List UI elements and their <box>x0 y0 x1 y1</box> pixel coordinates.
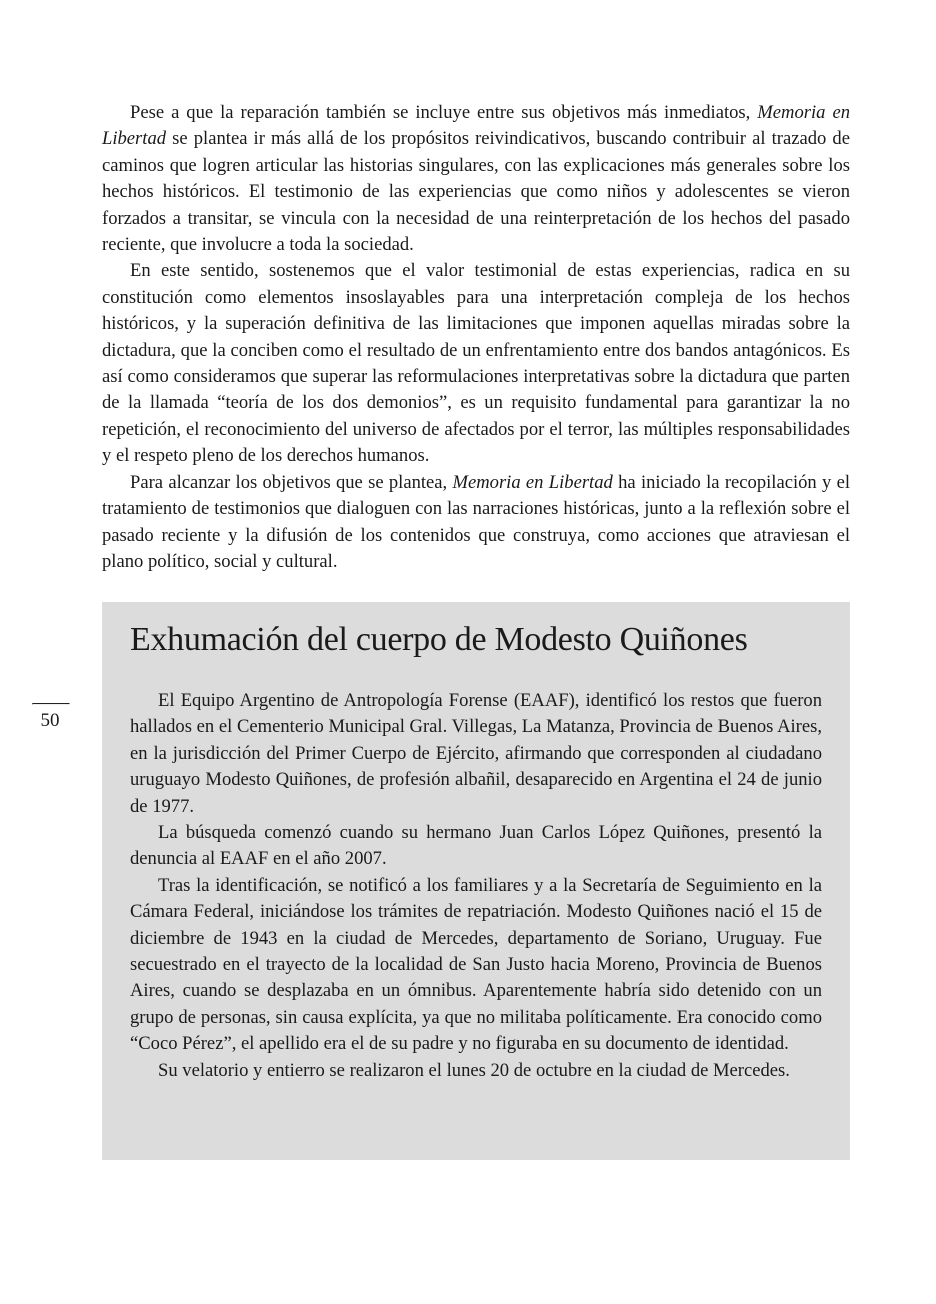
paragraph-1-start: Pese a que la reparación también se incluye entre sus objetivos más inmediatos, <box>130 102 758 123</box>
paragraph-1-end: se plantea ir más allá de los propósitos reivindicativos, buscando contribuir al trazado de caminos que logren articular las historias singulares, con las explicaciones más generales sobre los hechos históricos. El testimonio de las experiencias que como niños y adolescentes se vieron forzados a transitar, se vincula con la necesidad de una reinterpretación de los hechos del pasado reciente, que involucre a toda la sociedad. <box>102 128 850 256</box>
page-number-rule <box>32 703 70 705</box>
sidebar-title: Exhumación del cuerpo de Modesto Quiñones <box>130 621 748 658</box>
paragraph-2: En este sentido, sostenemos que el valor testimonial de estas experiencias, radica en su constitución como elementos insoslayables para una interpretación compleja de los hechos históricos, y la superación definitiva de las limitaciones que imponen aquellas miradas sobre la dictadura, que la conciben como el resultado de un enfrentamiento entre dos bandos antagónicos. Es así como consideramos que superar las reformulaciones interpretativas sobre la dictadura que parten de la llamada “teoría de los dos demonios”, es un requisito fundamental para garantizar la no repetición, el reconocimiento del universo de afectados por el terror, las múltiples responsabilidades y el respeto pleno de los derechos humanos. <box>102 260 850 467</box>
sidebar-paragraph: Su velatorio y entierro se realizaron el lunes 20 de octubre en la ciudad de Mercedes. <box>158 1059 790 1081</box>
main-text <box>102 100 850 575</box>
sidebar-body <box>130 688 822 1084</box>
sidebar-paragraph: La búsqueda comenzó cuando su hermano Juan Carlos López Quiñones, presentó la denuncia al EAAF en el año 2007. <box>130 822 822 870</box>
publication-title-italic: Memoria en Libertad <box>102 102 850 150</box>
sidebar-box <box>102 602 850 1160</box>
sidebar-paragraph: El Equipo Argentino de Antropología Forense (EAAF), identificó los restos que fueron hallados en el Cementerio Municipal Gral. Villegas, La Matanza, Provincia de Buenos Aires, en la jurisdicción del Primer Cuerpo de Ejército, afirmando que corresponden al ciudadano uruguayo Modesto Quiñones, de profesión albañil, desaparecido en Argentina el 24 de junio de 1977. <box>130 690 822 817</box>
paragraph-3-end: ha iniciado la recopilación y el tratamiento de testimonios que dialoguen con las narraciones históricas, junto a la reflexión sobre el pasado reciente y la difusión de los contenidos que construya, como acciones que atraviesan el plano político, social y cultural. <box>102 471 850 572</box>
sidebar-paragraph: Tras la identificación, se notificó a los familiares y a la Secretaría de Seguimiento en la Cámara Federal, iniciándose los trámites de repatriación. Modesto Quiñones nació el 15 de diciembre de 1943 en la ciudad de Mercedes, departamento de Soriano, Uruguay. Fue secuestrado en el trayecto de la localidad de San Justo hacia Moreno, Provincia de Buenos Aires, cuando se desplazaba en un ómnibus. Aparentemente habría sido detenido con un grupo de personas, sin causa explícita, ya que no militaba políticamente. Era conocido como “Coco Pérez”, el apellido era el de su padre y no figuraba en su documento de identidad. <box>130 874 822 1055</box>
paragraph-3-start: Para alcanzar los objetivos que se plantea, <box>130 471 453 493</box>
publication-title-italic: Memoria en Libertad <box>452 471 613 493</box>
page-number: 50 <box>40 710 60 731</box>
page-number-block <box>32 703 68 733</box>
paragraph-1 <box>102 100 850 258</box>
paragraph-3 <box>102 470 850 576</box>
